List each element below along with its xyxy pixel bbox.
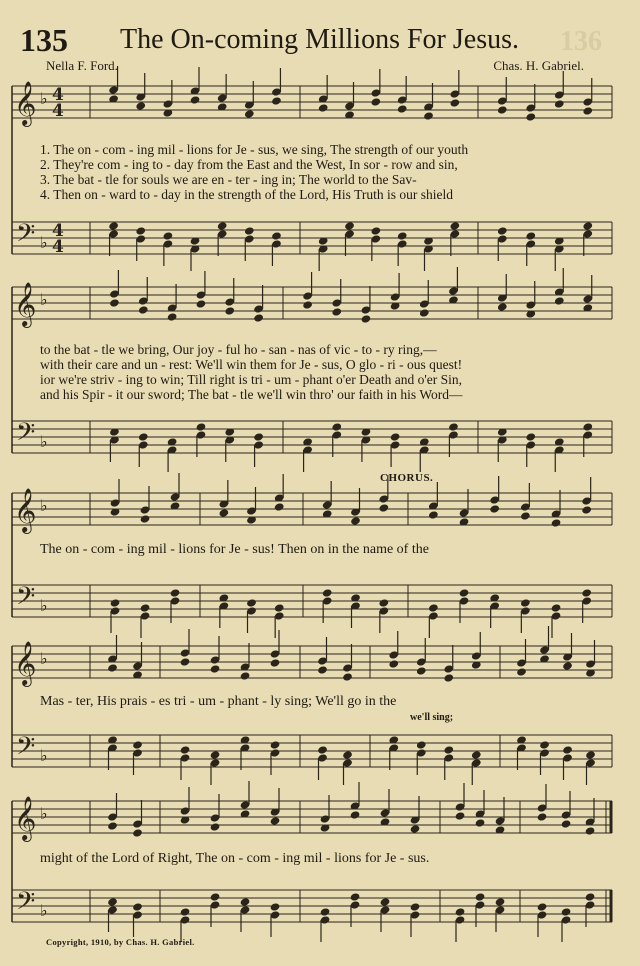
- bass-clef-icon: 𝄢: [16, 582, 36, 617]
- note-head: [582, 106, 593, 115]
- note-head: [562, 745, 573, 754]
- bass-clef-icon: 𝄢: [16, 219, 36, 254]
- note-head: [132, 902, 143, 911]
- note-head: [135, 226, 146, 235]
- note-head: [210, 664, 221, 673]
- note-head: [561, 819, 572, 828]
- note-head: [244, 109, 255, 118]
- note-head: [210, 822, 221, 831]
- treble-clef-icon: 𝄞: [14, 81, 37, 125]
- note-head: [107, 821, 118, 830]
- note-head: [140, 603, 151, 612]
- note-head: [443, 673, 454, 682]
- note-head: [253, 432, 264, 441]
- note-head: [525, 432, 536, 441]
- note-head: [350, 892, 361, 901]
- note-head: [167, 312, 178, 321]
- note-head: [322, 588, 333, 597]
- time-signature: 4: [52, 221, 64, 241]
- flat-icon: ♭: [40, 290, 48, 309]
- verse-2-line-1: 2. They're com - ing to - day from the East and the West, In sor - row and sin,: [40, 157, 458, 172]
- note-head: [416, 740, 427, 749]
- note-head: [132, 740, 143, 749]
- note-head: [378, 503, 389, 512]
- note-head: [581, 505, 592, 514]
- note-head: [551, 518, 562, 527]
- note-head: [516, 667, 527, 676]
- note-head: [585, 892, 596, 901]
- note-head: [443, 745, 454, 754]
- note-head: [397, 231, 408, 240]
- note-head: [475, 818, 486, 827]
- note-head: [107, 897, 118, 906]
- flat-icon: ♭: [40, 432, 48, 451]
- verse-4-line-1: 4. Then on - ward to - day in the strength of the Lord, His Truth is our shield: [40, 187, 453, 202]
- note-head: [342, 672, 353, 681]
- flat-icon: ♭: [40, 596, 48, 615]
- note-head: [554, 99, 565, 108]
- note-head: [270, 816, 281, 825]
- note-head: [138, 432, 149, 441]
- treble-clef-icon: 𝄞: [14, 488, 37, 532]
- note-head: [388, 659, 399, 668]
- note-head: [554, 296, 565, 305]
- note-head: [582, 221, 593, 230]
- hymn-number: 135: [20, 22, 68, 58]
- flat-icon: ♭: [40, 649, 48, 668]
- note-head: [410, 902, 421, 911]
- verse-3-line-1: 3. The bat - tle for souls we are en - ter - ing in; The world to the Sav-: [40, 172, 417, 187]
- note-head: [217, 221, 228, 230]
- note-head: [428, 603, 439, 612]
- note-head: [449, 221, 460, 230]
- chorus-line-2: Mas - ter, His prais - es tri - um - phant - ly sing; We'll go in the: [40, 694, 397, 709]
- note-head: [497, 105, 508, 114]
- note-head: [585, 750, 596, 759]
- note-head: [428, 510, 439, 519]
- note-head: [497, 302, 508, 311]
- note-head: [342, 750, 353, 759]
- note-head: [520, 511, 531, 520]
- time-signature: 4: [52, 101, 64, 121]
- note-head: [190, 95, 201, 104]
- note-head: [449, 98, 460, 107]
- note-head: [361, 314, 372, 323]
- note-head: [132, 828, 143, 837]
- note-head: [331, 422, 342, 431]
- flat-icon: ♭: [40, 89, 48, 108]
- bass-clef-icon: 𝄢: [16, 732, 36, 767]
- echo-annotation: we'll sing;: [410, 712, 454, 723]
- note-head: [475, 892, 486, 901]
- bass-clef-icon: 𝄢: [16, 418, 36, 453]
- verse-4-line-2: and his Spir - it our sword; The bat - tle we'll win thro' our faith in his Word—: [40, 387, 463, 402]
- author-credit: Nella F. Ford.: [46, 58, 118, 73]
- note-head: [537, 812, 548, 821]
- note-head: [109, 298, 120, 307]
- note-head: [218, 508, 229, 517]
- note-head: [397, 104, 408, 113]
- note-head: [344, 221, 355, 230]
- flat-icon: ♭: [40, 804, 48, 823]
- note-head: [244, 226, 255, 235]
- note-head: [370, 226, 381, 235]
- time-signature: 4: [52, 237, 64, 257]
- note-head: [585, 826, 596, 835]
- note-head: [196, 299, 207, 308]
- note-head: [162, 231, 173, 240]
- note-head: [317, 745, 328, 754]
- composer-credit: Chas. H. Gabriel.: [493, 58, 584, 73]
- note-head: [274, 502, 285, 511]
- note-head: [419, 308, 430, 317]
- note-head: [390, 432, 401, 441]
- note-head: [107, 663, 118, 672]
- note-head: [459, 588, 470, 597]
- bass-clef-icon: 𝄢: [16, 887, 36, 922]
- note-head: [448, 422, 459, 431]
- note-head: [370, 97, 381, 106]
- note-head: [350, 810, 361, 819]
- note-head: [471, 750, 482, 759]
- note-head: [581, 588, 592, 597]
- copyright-notice: Copyright, 1910, by Chas. H. Gabriel.: [46, 937, 195, 947]
- note-head: [253, 313, 264, 322]
- flat-icon: ♭: [40, 233, 48, 252]
- note-head: [138, 305, 149, 314]
- verse-1-line-2: to the bat - tle we bring, Our joy - ful ho - san - nas of vic - to - ry ring,—: [40, 342, 437, 357]
- note-head: [302, 300, 313, 309]
- treble-clef-icon: 𝄞: [14, 641, 37, 685]
- note-head: [551, 603, 562, 612]
- note-head: [378, 598, 389, 607]
- note-head: [270, 902, 281, 911]
- note-head: [240, 671, 251, 680]
- note-head: [274, 603, 285, 612]
- note-head: [270, 658, 281, 667]
- note-head: [561, 907, 572, 916]
- note-head: [537, 902, 548, 911]
- note-head: [180, 907, 191, 916]
- note-head: [196, 422, 207, 431]
- note-head: [170, 588, 181, 597]
- flat-icon: ♭: [40, 901, 48, 920]
- note-head: [270, 740, 281, 749]
- note-head: [410, 824, 421, 833]
- verse-2-line-2: with their care and un - rest: We'll win them for Je - sus, O glo - ri - ous quest!: [40, 357, 463, 372]
- note-head: [271, 231, 282, 240]
- time-signature: 4: [52, 85, 64, 105]
- flat-icon: ♭: [40, 746, 48, 765]
- chorus-label: CHORUS.: [380, 472, 434, 484]
- chorus-line-3: might of the Lord of Right, The on - com - ing mil - lions for Je - sus.: [40, 851, 430, 866]
- note-head: [318, 103, 329, 112]
- note-head: [525, 231, 536, 240]
- note-head: [350, 516, 361, 525]
- note-head: [489, 504, 500, 513]
- note-head: [110, 598, 121, 607]
- note-head: [320, 907, 331, 916]
- note-head: [210, 750, 221, 759]
- note-head: [520, 598, 531, 607]
- note-head: [416, 666, 427, 675]
- note-head: [582, 422, 593, 431]
- note-head: [380, 897, 391, 906]
- treble-clef-icon: 𝄞: [14, 282, 37, 326]
- note-head: [210, 892, 221, 901]
- note-head: [180, 745, 191, 754]
- note-head: [240, 897, 251, 906]
- note-head: [108, 221, 119, 230]
- note-head: [331, 307, 342, 316]
- bleed-through-number: 136: [560, 26, 602, 57]
- note-head: [525, 112, 536, 121]
- note-head: [135, 101, 146, 110]
- note-head: [497, 226, 508, 235]
- verse-3-line-2: ior we're striv - ing to win; Till right is tri - um - phant o'er Death and o'er Sin,: [40, 372, 462, 387]
- note-head: [455, 811, 466, 820]
- hymn-title: The On-coming Millions For Jesus.: [120, 24, 519, 55]
- note-head: [562, 661, 573, 670]
- note-head: [455, 907, 466, 916]
- treble-clef-icon: 𝄞: [14, 796, 37, 840]
- verse-1-line-1: 1. The on - com - ing mil - lions for Je - sus, we sing, The strength of our youth: [40, 142, 469, 157]
- note-head: [317, 665, 328, 674]
- note-head: [140, 514, 151, 523]
- note-head: [224, 306, 235, 315]
- chorus-line-1: The on - com - ing mil - lions for Je - sus! Then on in the name of the: [40, 542, 429, 557]
- note-head: [423, 111, 434, 120]
- note-head: [246, 598, 257, 607]
- note-head: [495, 897, 506, 906]
- note-head: [180, 657, 191, 666]
- note-head: [271, 96, 282, 105]
- flat-icon: ♭: [40, 496, 48, 515]
- note-head: [539, 740, 550, 749]
